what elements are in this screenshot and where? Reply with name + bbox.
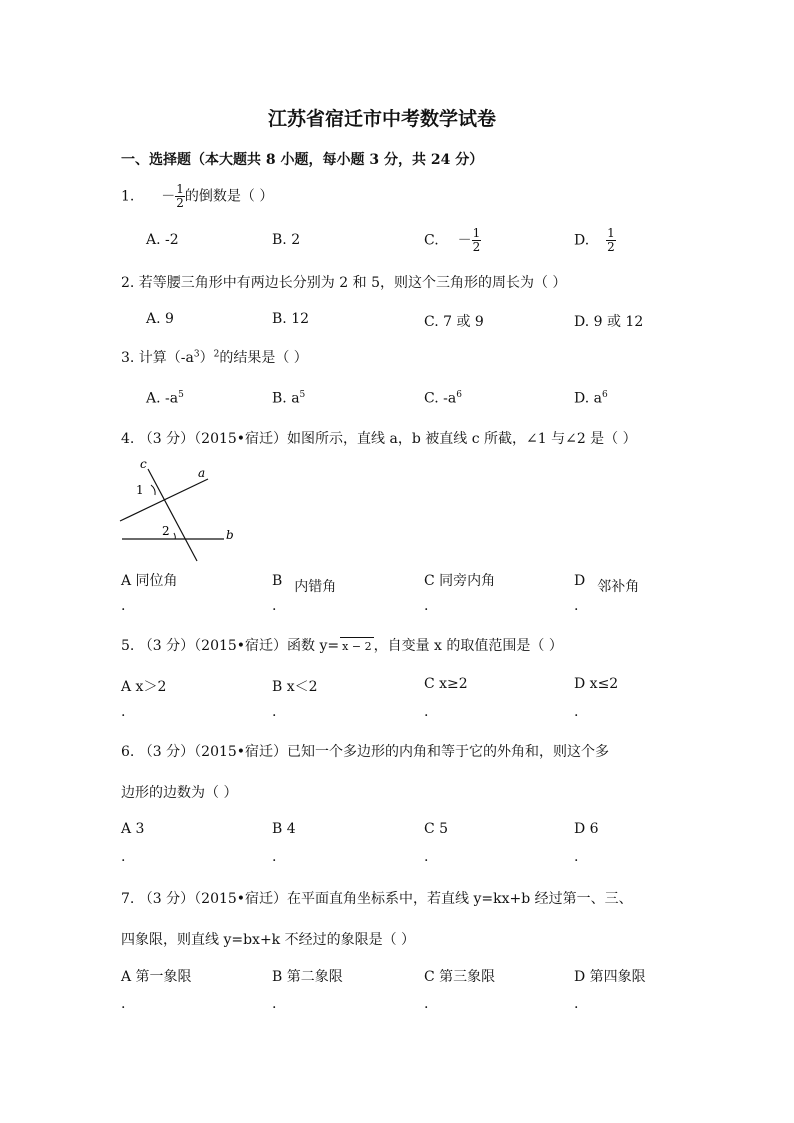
- option-a: A. -2: [146, 232, 179, 248]
- option-label: C.: [424, 232, 439, 249]
- angle-1-arc: [151, 485, 155, 495]
- option-text: A. -a: [146, 390, 179, 407]
- option-dot: .: [574, 704, 579, 720]
- option-a: A 3: [121, 821, 145, 837]
- option-d: D. 9 或 12: [574, 314, 644, 330]
- option-d: D x≤2: [574, 676, 619, 692]
- radicand: x − 2: [342, 640, 372, 653]
- fraction: [175, 183, 185, 210]
- option-dot: .: [424, 849, 429, 865]
- option-dot: .: [272, 996, 277, 1012]
- option-a: [146, 390, 184, 407]
- question-text-mid: ）: [199, 350, 214, 366]
- minus-sign: －: [161, 188, 176, 205]
- angle-2-arc: [174, 533, 175, 539]
- fraction-numerator: 1: [472, 226, 481, 240]
- question-text-pre: 3. 计算（-a: [121, 350, 194, 366]
- option-dot: .: [272, 849, 277, 865]
- question-7-line-1: 7. （3 分）（2015•宿迁）在平面直角坐标系中，若直线 y=kx+b 经过第一、三、: [121, 891, 633, 907]
- exponent: 6: [601, 390, 608, 400]
- option-c: [424, 390, 462, 407]
- minus-sign: －: [457, 232, 472, 249]
- fraction: [606, 227, 616, 254]
- option-dot: .: [574, 598, 579, 614]
- fraction-numerator: 1: [607, 226, 615, 240]
- question-number: 1.: [121, 188, 135, 205]
- question-1: [121, 183, 273, 210]
- question-text-post: ，自变量 x 的取值范围是（ ）: [373, 638, 563, 654]
- label-b: b: [226, 528, 234, 542]
- option-c: C 5: [424, 821, 449, 837]
- question-7-line-2: 四象限，则直线 y=bx+k 不经过的象限是（ ）: [121, 932, 416, 948]
- option-dot: .: [272, 598, 277, 614]
- option-label: D.: [574, 232, 590, 249]
- option-b: B. 2: [272, 232, 301, 248]
- fraction: [472, 227, 482, 254]
- option-d: [574, 390, 608, 407]
- question-3: [121, 347, 308, 367]
- option-dot: .: [424, 996, 429, 1012]
- page-title: 江苏省宿迁市中考数学试卷: [268, 108, 497, 130]
- option-c: C. 7 或 9: [424, 314, 484, 330]
- option-dot: .: [574, 996, 579, 1012]
- option-a: A x＞2: [121, 679, 167, 695]
- square-root: [340, 637, 373, 654]
- option-dot: .: [424, 598, 429, 614]
- geometry-figure: [118, 455, 248, 565]
- option-c: C 同旁内角: [424, 573, 496, 589]
- option-b: B 4: [272, 821, 296, 837]
- option-a: A 同位角: [121, 573, 178, 589]
- option-dot: .: [121, 704, 126, 720]
- question-text: 的倒数是（ ）: [184, 188, 274, 205]
- option-text: B. a: [272, 390, 300, 407]
- option-b: [272, 390, 305, 407]
- option-text: D. a: [574, 390, 602, 407]
- option-label: D: [574, 573, 586, 589]
- option-dot: .: [424, 704, 429, 720]
- option-d: D 第四象限: [574, 969, 646, 985]
- exponent: 5: [299, 390, 306, 400]
- label-a: a: [198, 466, 206, 480]
- option-dot: .: [121, 996, 126, 1012]
- option-dot: .: [121, 849, 126, 865]
- question-text-post: 的结果是（ ）: [219, 350, 308, 366]
- section-heading: 一、选择题（本大题共 8 小题，每小题 3 分，共 24 分）: [121, 152, 484, 168]
- line-c: [148, 469, 197, 561]
- fraction-denominator: 2: [176, 196, 184, 210]
- exponent: 3: [193, 349, 200, 360]
- option-d: D 6: [574, 821, 599, 837]
- exponent: 5: [178, 390, 184, 400]
- option-a: A. 9: [146, 311, 174, 327]
- option-b: B x＜2: [272, 679, 318, 695]
- fraction-denominator: 2: [607, 240, 615, 254]
- question-text-pre: 5. （3 分）（2015•宿迁）函数 y=: [121, 638, 340, 654]
- option-b: B 第二象限: [272, 969, 343, 985]
- option-text: 内错角: [294, 579, 337, 595]
- fraction-numerator: 1: [176, 182, 184, 196]
- option-c: C 第三象限: [424, 969, 496, 985]
- label-angle-1: 1: [136, 483, 144, 497]
- option-dot: .: [121, 598, 126, 614]
- exponent: 2: [213, 349, 220, 360]
- question-4: 4. （3 分）（2015•宿迁）如图所示，直线 a，b 被直线 c 所截，∠1 与∠2 是（ ）: [121, 431, 637, 447]
- option-d: [574, 227, 616, 254]
- option-dot: .: [574, 849, 579, 865]
- option-text: C. -a: [424, 390, 457, 407]
- question-6-line-2: 边形的边数为（ ）: [121, 785, 238, 801]
- option-d: [574, 570, 640, 595]
- question-5: [121, 635, 563, 655]
- question-2: 2. 若等腰三角形中有两边长分别为 2 和 5，则这个三角形的周长为（ ）: [121, 275, 567, 291]
- option-text: 邻补角: [597, 579, 640, 595]
- exponent: 6: [456, 390, 462, 400]
- option-label: B: [272, 573, 283, 589]
- option-b: [272, 570, 337, 595]
- label-c: c: [140, 457, 147, 471]
- question-6-line-1: 6. （3 分）（2015•宿迁）已知一个多边形的内角和等于它的外角和，则这个多: [121, 744, 610, 760]
- label-angle-2: 2: [162, 524, 170, 538]
- option-c: [424, 227, 481, 254]
- fraction-denominator: 2: [472, 240, 481, 254]
- option-a: A 第一象限: [121, 969, 192, 985]
- option-dot: .: [272, 704, 277, 720]
- option-b: B. 12: [272, 311, 310, 327]
- option-c: C x≥2: [424, 676, 468, 692]
